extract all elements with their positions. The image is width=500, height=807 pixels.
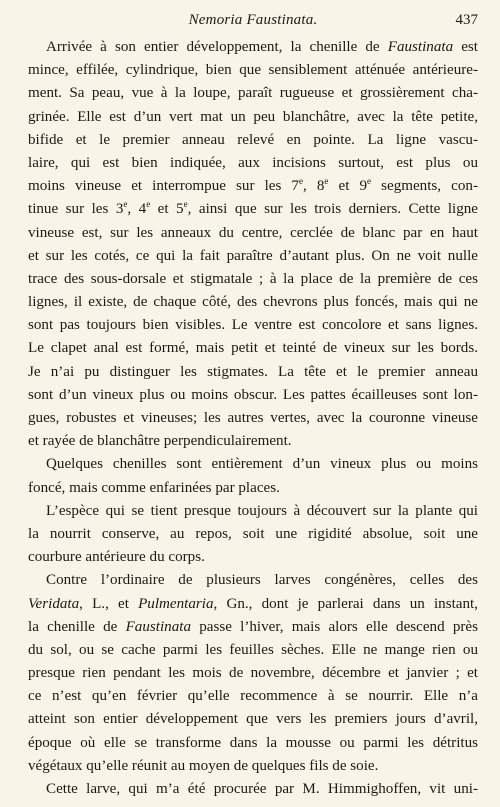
text-run: mince, effilée, cylindrique, bien que sensiblement atténuée antérieure- bbox=[28, 62, 478, 79]
text-line bbox=[28, 361, 478, 384]
text-line bbox=[28, 778, 478, 801]
text-line bbox=[28, 337, 478, 360]
text-run: ce n’est qu’en février qu’elle recommence à se nourrir. Elle n’a bbox=[28, 688, 478, 705]
italic-text: Pulmentaria bbox=[138, 595, 214, 612]
body-text bbox=[28, 36, 478, 801]
text-line bbox=[28, 755, 478, 778]
text-run: tinue sur les 3 bbox=[28, 201, 124, 218]
page-header bbox=[28, 12, 478, 32]
text-run: la chenille de bbox=[28, 618, 126, 635]
text-line bbox=[28, 430, 478, 453]
text-run: grinée. Elle est d’un vert mat un peu blanchâtre, avec la tête petite, bbox=[28, 108, 478, 125]
text-line bbox=[28, 685, 478, 708]
running-title: Nemoria Faustinata. bbox=[188, 12, 318, 28]
text-line bbox=[28, 500, 478, 523]
text-run: , 4 bbox=[127, 201, 147, 218]
text-run: , 8 bbox=[302, 178, 325, 195]
text-run: et sur les cotés, ce qui la fait paraître d’autant plus. On ne voit nulle bbox=[28, 247, 478, 264]
text-line bbox=[28, 314, 478, 337]
text-line bbox=[28, 407, 478, 430]
text-line bbox=[28, 222, 478, 245]
text-run: bifide et le premier anneau relevé en pointe. La ligne vascu- bbox=[28, 131, 478, 148]
text-line bbox=[28, 477, 478, 500]
text-run: Je n’ai pu distinguer les stigmates. La tête et le premier anneau bbox=[28, 363, 478, 380]
text-run: Quelques chenilles sont entièrement d’un vineux plus ou moins bbox=[46, 456, 478, 473]
text-line bbox=[28, 593, 478, 616]
superscript: e bbox=[367, 176, 372, 187]
superscript: e bbox=[298, 176, 303, 187]
text-run: trace des sous-dorsale et stigmatale ; à la place de la première de ces bbox=[28, 270, 478, 287]
text-run: passe l’hiver, mais alors elle descend près bbox=[191, 618, 479, 635]
text-run: foncé, mais comme enfarinées par places. bbox=[28, 479, 280, 496]
text-run: ment. Sa peau, vue à la loupe, paraît rugueuse et grossièrement cha- bbox=[28, 85, 478, 102]
text-run: Arrivée à son entier développement, la chenille de bbox=[46, 39, 388, 55]
text-line bbox=[28, 152, 478, 175]
text-line bbox=[28, 106, 478, 129]
italic-text: Faustinata bbox=[125, 618, 191, 635]
text-line bbox=[28, 36, 478, 59]
text-line bbox=[28, 59, 478, 82]
text-run: et rayée de blanchâtre perpendiculairement. bbox=[28, 433, 292, 450]
text-run: lignes, il existe, de chaque côté, des chevrons plus foncés, mais qui ne bbox=[28, 294, 478, 311]
text-run: presque rien pendant les mois de novembre, décembre et janvier ; et bbox=[28, 665, 478, 682]
text-run: , L., et bbox=[79, 595, 139, 612]
text-line bbox=[28, 616, 478, 639]
text-line bbox=[28, 129, 478, 152]
text-run: sont d’un vineux plus ou moins obscur. Les pattes écailleuses sont lon- bbox=[28, 386, 478, 403]
text-run: , ainsi que sur les trois derniers. Cette ligne bbox=[187, 201, 478, 218]
superscript: e bbox=[183, 199, 188, 210]
text-line bbox=[28, 732, 478, 755]
text-run: du sol, ou se cache parmi les feuilles sèches. Elle ne mange rien ou bbox=[28, 641, 478, 658]
text-run: est bbox=[453, 39, 478, 55]
superscript: e bbox=[146, 199, 151, 210]
text-run: époque où elle se transforme dans la mousse ou parmi les détritus bbox=[28, 734, 478, 751]
text-run: , Gn., dont je parlerai dans un instant, bbox=[213, 595, 478, 612]
text-line bbox=[28, 198, 478, 221]
text-run: courbure antérieure du corps. bbox=[28, 549, 205, 566]
text-line bbox=[28, 453, 478, 476]
text-run: Contre l’ordinaire de plusieurs larves congénères, celles des bbox=[46, 572, 478, 589]
text-run: Le clapet anal est formé, mais petit et teinté de vineux sur les bords. bbox=[28, 340, 478, 357]
italic-text: Faustinata bbox=[387, 39, 454, 55]
text-run: la nourrit conserve, au repos, soit une rigidité absolue, soit une bbox=[28, 525, 478, 542]
text-line bbox=[28, 639, 478, 662]
text-run: segments, con- bbox=[371, 178, 478, 195]
text-run: Cette larve, qui m’a été procurée par M. Himmighoffen, vit uni- bbox=[46, 781, 478, 797]
text-run: et 5 bbox=[150, 201, 184, 218]
text-line bbox=[28, 569, 478, 592]
text-line bbox=[28, 546, 478, 569]
text-line bbox=[28, 291, 478, 314]
text-run: végétaux qu’elle réunit au moyen de quelques fils de soie. bbox=[28, 757, 379, 774]
page-number: 437 bbox=[455, 12, 478, 28]
text-run: L’espèce qui se tient presque toujours à découvert sur la plante qui bbox=[46, 502, 478, 519]
text-run: moins vineuse et interrompue sur les 7 bbox=[28, 178, 299, 195]
text-line bbox=[28, 82, 478, 105]
text-line bbox=[28, 708, 478, 731]
superscript: e bbox=[123, 199, 128, 210]
text-line bbox=[28, 384, 478, 407]
text-run: atteint son entier développement que vers les premiers jours d’avril, bbox=[28, 711, 478, 728]
text-run: laire, qui est bien indiquée, aux incisions surtout, est plus ou bbox=[28, 154, 478, 171]
text-run: vineuse est, sur les anneaux du centre, cerclée de blanc par en haut bbox=[28, 224, 478, 241]
text-line bbox=[28, 662, 478, 685]
text-run: et 9 bbox=[328, 178, 368, 195]
text-line bbox=[28, 245, 478, 268]
text-run: gues, robustes et vineuses; les autres vertes, avec la couronne vineuse bbox=[28, 410, 478, 426]
text-line bbox=[28, 523, 478, 546]
text-line bbox=[28, 175, 478, 198]
text-line bbox=[28, 268, 478, 291]
italic-text: Veridata bbox=[28, 595, 80, 612]
superscript: e bbox=[324, 176, 329, 187]
text-run: sont pas toujours bien visibles. Le ventre est concolore et sans lignes. bbox=[28, 317, 478, 334]
